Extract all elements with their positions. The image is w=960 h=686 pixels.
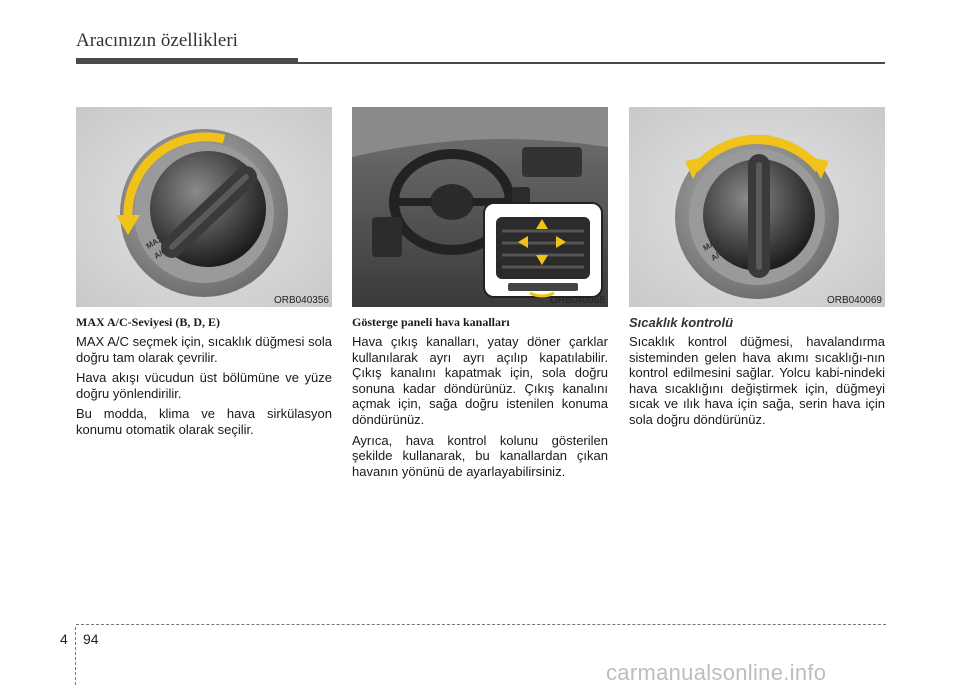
footer-divider — [75, 627, 76, 685]
paragraph: Bu modda, klima ve hava sirkülasyon konumu otomatik olarak seçilir. — [76, 406, 332, 437]
page-number: 94 — [83, 631, 99, 647]
max-ac-dial-illustration — [76, 107, 332, 307]
header-rule-thick — [76, 58, 298, 64]
section-title-dashboard-vents: Gösterge paneli hava kanalları — [352, 315, 510, 329]
figure-code: ORB040356 — [273, 295, 329, 306]
temperature-dial-illustration — [629, 107, 885, 307]
figure-code: ORB040068 — [549, 295, 605, 306]
column-temperature-control — [629, 107, 885, 433]
section-title-max-ac: MAX A/C-Seviyesi (B, D, E) — [76, 315, 220, 329]
header-rule-thin — [298, 62, 885, 64]
paragraph: Hava çıkış kanalları, yatay döner çarklar kullanılarak ayrı ayrı açılıp kapatılabilir. Çıkış kanalını kapatmak için, sola doğru sonuna kadar döndürünüz. Çıkış kanalını açmak için, sağa doğru istenilen konuma döndürünüz. — [352, 334, 608, 427]
column-dashboard-vents — [352, 107, 608, 484]
figure-code: ORB040069 — [826, 295, 882, 306]
figure-max-ac-dial — [76, 107, 332, 307]
section-title-temperature-control: Sıcaklık kontrolü — [629, 315, 734, 330]
page-header-title: Aracınızın özellikleri — [76, 30, 238, 51]
footer-rule — [76, 624, 886, 625]
dial-label-ac: A/C — [709, 248, 726, 263]
dashboard-illustration — [352, 107, 608, 307]
chapter-number: 4 — [60, 631, 68, 647]
figure-temperature-dial — [629, 107, 885, 307]
dial-label-ac: A/C — [152, 246, 169, 261]
paragraph: Sıcaklık kontrol düğmesi, havalandırma sisteminden gelen hava akımı sıcaklığı-nın kontrol edilmesini sağlar. Yolcu kabi-nindeki hava sıcaklığını değiştirmek için, düğmeyi sıcak ve ılık hava için sağa, serin hava için sola doğru döndürünüz. — [629, 334, 885, 427]
column-max-ac — [76, 107, 332, 443]
figure-dashboard-vents — [352, 107, 608, 307]
watermark: carmanualsonline.info — [606, 660, 827, 685]
paragraph: MAX A/C seçmek için, sıcaklık düğmesi sola doğru tam olarak çevrilir. — [76, 334, 332, 365]
paragraph: Hava akışı vücudun üst bölümüne ve yüze doğru yönlendirilir. — [76, 370, 332, 401]
paragraph: Ayrıca, hava kontrol kolunu gösterilen şekilde kullanarak, bu kanallardan çıkan havanın yönünü de ayarlayabilirsiniz. — [352, 432, 608, 479]
dial-label-max: MAX — [701, 236, 722, 253]
dial-label-max: MAX — [144, 234, 165, 251]
